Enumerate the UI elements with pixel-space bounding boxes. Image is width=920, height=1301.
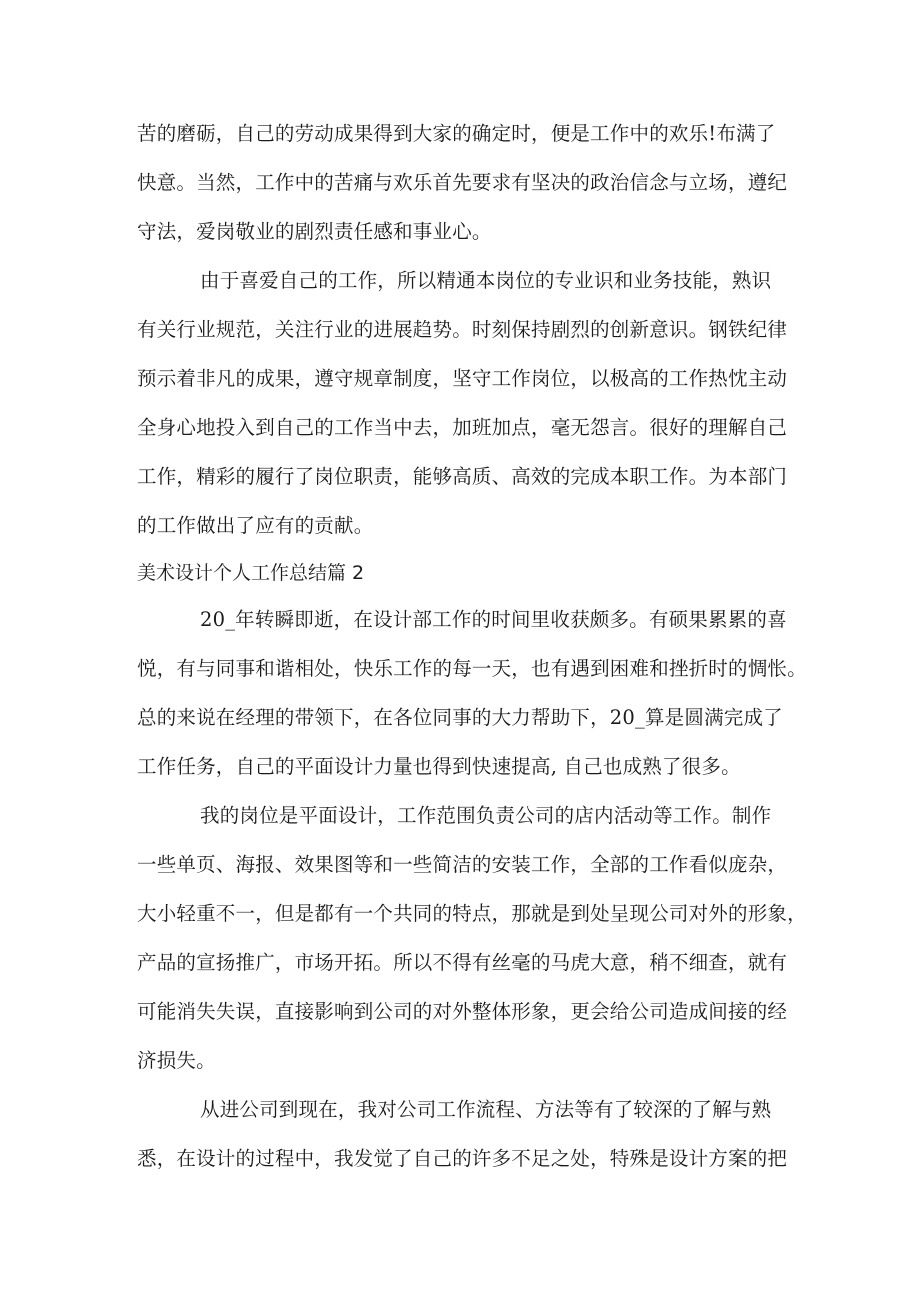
section-heading: 美术设计个人工作总结篇 2 [137, 562, 365, 584]
text-line: 产品的宣扬推广，市场开拓。所以不得有丝毫的马虎大意，稍不细查，就有 [137, 951, 788, 974]
text-line: 从进公司到现在，我对公司工作流程、方法等有了较深的了解与熟 [200, 1098, 772, 1121]
text-line: 苦的磨砺，自己的劳动成果得到大家的确定时，便是工作中的欢乐!布满了 [137, 122, 776, 145]
text-line: 可能消失失误，直接影响到公司的对外整体形象，更会给公司造成间接的经 [137, 1000, 788, 1023]
text-line: 守法，爱岗敬业的剧烈责任感和事业心。 [137, 220, 492, 243]
text-line: 预示着非凡的成果，遵守规章制度，坚守工作岗位，以极高的工作热忱主动 [137, 367, 788, 390]
text-line: 工作，精彩的履行了岗位职责，能够高质、高效的完成本职工作。为本部门 [137, 465, 788, 488]
text-line: 总的来说在经理的带领下，在各位同事的大力帮助下，20_算是圆满完成了 [137, 706, 783, 729]
text-line: 的工作做出了应有的贡献。 [137, 514, 374, 537]
text-line: 全身心地投入到自己的工作当中去，加班加点，毫无怨言。很好的理解自己 [137, 416, 788, 439]
text-line: 一些单页、海报、效果图等和一些简洁的安装工作，全部的工作看似庞杂， [137, 853, 788, 876]
text-line: 20_年转瞬即逝，在设计部工作的时间里收获颇多。有硕果累累的喜 [200, 608, 787, 631]
text-line: 悦，有与同事和谐相处，快乐工作的每一天，也有遇到困难和挫折时的惆怅。 [137, 657, 807, 680]
text-line: 悉，在设计的过程中，我发觉了自己的许多不足之处，特殊是设计方案的把 [137, 1147, 788, 1170]
text-line: 工作任务，自己的平面设计力量也得到快速提高, 自己也成熟了很多。 [137, 755, 741, 778]
text-line: 快意。当然，工作中的苦痛与欢乐首先要求有坚决的政治信念与立场，遵纪 [137, 171, 788, 194]
text-line: 我的岗位是平面设计，工作范围负责公司的店内活动等工作。制作 [200, 804, 772, 827]
text-line: 由于喜爱自己的工作，所以精通本岗位的专业识和业务技能，熟识 [200, 269, 772, 292]
text-line: 有关行业规范，关注行业的进展趋势。时刻保持剧烈的创新意识。钢铁纪律 [137, 318, 788, 341]
text-line: 大小轻重不一，但是都有一个共同的特点，那就是到处呈现公司对外的形象， [137, 902, 807, 925]
text-line: 济损失。 [137, 1049, 216, 1072]
